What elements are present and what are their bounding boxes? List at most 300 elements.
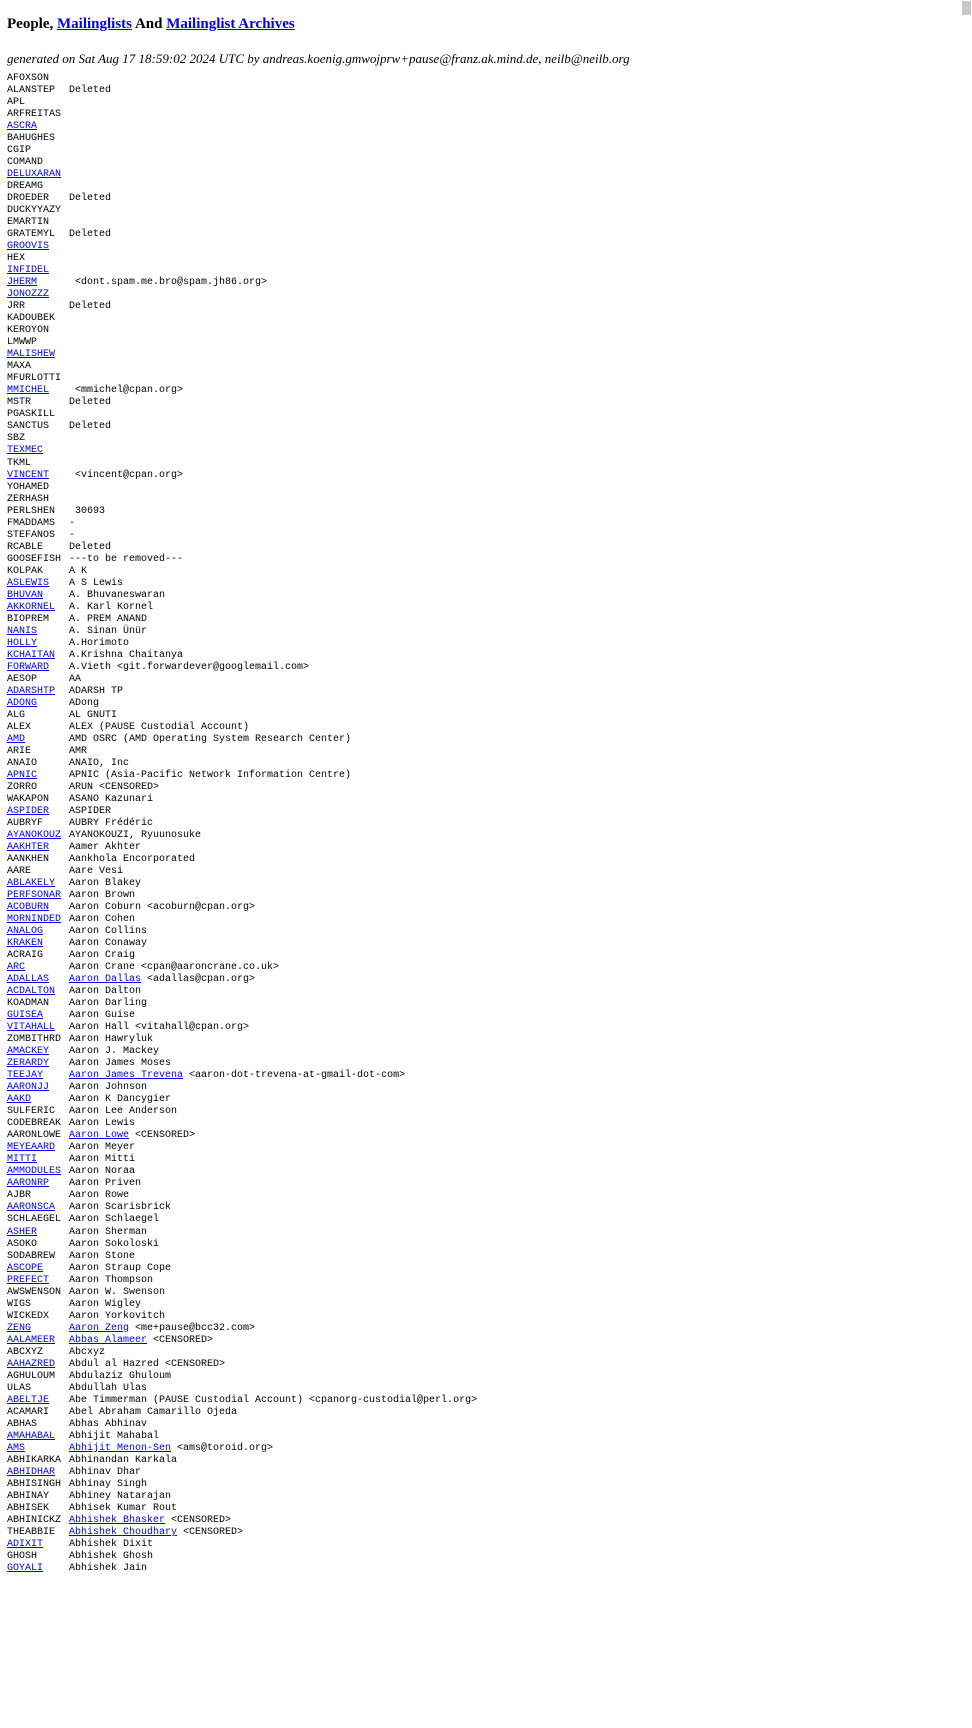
author-details: Aaron Priven (69, 1178, 142, 1190)
author-details: Abhishek Jain (69, 1562, 148, 1574)
author-details: Aaron Mitti (69, 1154, 136, 1166)
author-details: Aaron Lee Anderson (69, 1106, 178, 1118)
listing-row (7, 638, 477, 650)
author-details: Abhas Abhinav (69, 1418, 148, 1430)
author-id-link[interactable]: ABLAKELY (7, 878, 56, 890)
author-id: ABHIKARKA (7, 1454, 62, 1466)
author-details: Abdul al Hazred <CENSORED> (69, 1358, 226, 1370)
author-details: 30693 (69, 505, 106, 517)
listing-row (7, 794, 477, 806)
author-details: ADong (69, 697, 100, 709)
author-id: AESOP (7, 673, 38, 685)
author-details: Aaron Collins (69, 926, 148, 938)
author-id: KEROYON (7, 325, 50, 337)
listing-row (7, 1070, 477, 1082)
people-listing (7, 73, 477, 1575)
author-id: PGASKILL (7, 409, 56, 421)
author-id: KADOUBEK (7, 313, 56, 325)
author-details: Aaron Noraa (69, 1166, 136, 1178)
listing-row (7, 397, 477, 409)
author-details: <mmichel@cpan.org> (69, 385, 184, 397)
listing-row (7, 1046, 477, 1058)
page (7, 0, 947, 1574)
listing-row (7, 1034, 477, 1046)
listing-row (7, 1467, 477, 1479)
listing-row (7, 950, 477, 962)
author-id: ULAS (7, 1382, 32, 1394)
listing-row (7, 301, 477, 313)
author-details: <CENSORED> (165, 1514, 232, 1526)
author-details: A. Bhuvaneswaran (69, 589, 166, 601)
author-name-link[interactable]: Aaron Zeng (69, 1322, 130, 1334)
listing-row (7, 746, 477, 758)
author-details: Aaron Schlaegel (69, 1214, 160, 1226)
listing-row (7, 181, 477, 193)
author-id: MSTR (7, 397, 32, 409)
author-id-link[interactable]: ADARSHTP (7, 685, 56, 697)
listing-row (7, 1311, 477, 1323)
listing-row (7, 542, 477, 554)
author-id-link[interactable]: NANIS (7, 625, 38, 637)
author-details: Aaron Thompson (69, 1274, 154, 1286)
author-id: SCHLAEGEL (7, 1214, 62, 1226)
author-details: Abhisek Kumar Rout (69, 1502, 178, 1514)
author-details: A.Krishna Chaitanya (69, 649, 184, 661)
listing-row (7, 1419, 477, 1431)
author-id: GHOSH (7, 1550, 38, 1562)
author-id-link[interactable]: MITTI (7, 1154, 38, 1166)
listing-row (7, 902, 477, 914)
listing-row (7, 1347, 477, 1359)
author-id-link[interactable]: AARONRP (7, 1178, 50, 1190)
listing-row (7, 566, 477, 578)
author-id-link[interactable]: ADONG (7, 697, 38, 709)
author-details: ANAIO, Inc (69, 757, 130, 769)
listing-row (7, 241, 477, 253)
author-details: A S Lewis (69, 577, 124, 589)
author-details: Aaron Hawryluk (69, 1034, 154, 1046)
author-id: ABHAS (7, 1418, 38, 1430)
author-details: Abcxyz (69, 1346, 106, 1358)
author-id-link[interactable]: ACOBURN (7, 902, 50, 914)
author-id: WIGS (7, 1298, 32, 1310)
listing-row (7, 157, 477, 169)
scrollbar-thumb[interactable] (962, 1, 971, 15)
listing-row (7, 85, 477, 97)
author-id-link[interactable]: MEYEAARD (7, 1142, 56, 1154)
author-id-link[interactable]: JONOZZZ (7, 289, 50, 301)
author-id: ABHINAY (7, 1490, 50, 1502)
listing-row (7, 1323, 477, 1335)
author-details: Aaron Guise (69, 1010, 136, 1022)
author-id-link[interactable]: ZENG (7, 1322, 32, 1334)
author-id: GOOSEFISH (7, 553, 62, 565)
author-details: ASANO Kazunari (69, 793, 154, 805)
author-id: COMAND (7, 157, 44, 169)
heading-prefix: People, (7, 16, 57, 32)
author-id-link[interactable]: AAHAZRED (7, 1358, 56, 1370)
author-details: A.Vieth <git.forwardever@googlemail.com> (69, 661, 310, 673)
listing-row (7, 1563, 477, 1575)
listing-row (7, 854, 477, 866)
author-id: MFURLOTTI (7, 373, 62, 385)
mailinglists-link[interactable]: Mailinglists (57, 16, 133, 32)
scrollbar[interactable] (961, 0, 972, 1728)
listing-row (7, 313, 477, 325)
listing-row (7, 1491, 477, 1503)
author-id-link[interactable]: ZERARDY (7, 1058, 50, 1070)
listing-row (7, 1010, 477, 1022)
author-id: ASOKO (7, 1238, 38, 1250)
author-id: EMARTIN (7, 217, 50, 229)
author-id: THEABBIE (7, 1526, 56, 1538)
author-id-link[interactable]: AMD (7, 733, 26, 745)
listing-row (7, 1551, 477, 1563)
author-name-link[interactable]: Aaron Lowe (69, 1130, 130, 1142)
listing-row (7, 1106, 477, 1118)
author-details: Abhinav Dhar (69, 1466, 142, 1478)
listing-row (7, 121, 477, 133)
author-details: AMR (69, 745, 88, 757)
author-details: Aaron Crane <cpan@aaroncrane.co.uk> (69, 962, 280, 974)
listing-row (7, 1154, 477, 1166)
author-id: ALEX (7, 721, 32, 733)
author-id-link[interactable]: VINCENT (7, 469, 50, 481)
listing-row (7, 686, 477, 698)
author-id-link[interactable]: AMACKEY (7, 1046, 50, 1058)
listing-row (7, 1166, 477, 1178)
author-id-link[interactable]: GUISEA (7, 1010, 44, 1022)
author-details: Aaron Stone (69, 1250, 136, 1262)
author-id: HEX (7, 253, 26, 265)
author-details: Abdullah Ulas (69, 1382, 148, 1394)
author-details: <dont.spam.me.bro@spam.jh86.org> (69, 277, 268, 289)
listing-row (7, 1251, 477, 1263)
author-details: A. PREM ANAND (69, 613, 148, 625)
heading-and: And (132, 16, 167, 32)
listing-row (7, 1371, 477, 1383)
author-details: Aaron Brown (69, 890, 136, 902)
author-details: Deleted (69, 541, 112, 553)
author-details: <CENSORED> (129, 1130, 196, 1142)
listing-row (7, 578, 477, 590)
author-details: Aaron K Dancygier (69, 1094, 172, 1106)
author-id-link[interactable]: BHUVAN (7, 589, 44, 601)
author-name-link[interactable]: Abhishek Choudhary (69, 1526, 178, 1538)
author-details: Abe Timmerman (PAUSE Custodial Account) <cpanorg-custodial@perl.org> (69, 1394, 478, 1406)
author-details: ALEX (PAUSE Custodial Account) (69, 721, 250, 733)
author-id-link[interactable]: GROOVIS (7, 241, 50, 253)
listing-row (7, 890, 477, 902)
author-details: ADARSH TP (69, 685, 124, 697)
author-id-link[interactable]: ACDALTON (7, 986, 56, 998)
listing-row (7, 1190, 477, 1202)
author-id: KOADMAN (7, 998, 50, 1010)
author-id-link[interactable]: ARC (7, 962, 26, 974)
author-details: Aaron Wigley (69, 1298, 142, 1310)
author-details: Deleted (69, 301, 112, 313)
author-id: BAHUGHES (7, 133, 56, 145)
author-details: ARUN <CENSORED> (69, 781, 160, 793)
author-id: BIOPREM (7, 613, 50, 625)
author-id: YOHAMED (7, 481, 50, 493)
author-details: ---to be removed--- (69, 553, 184, 565)
author-id: ZORRO (7, 781, 38, 793)
listing-row (7, 518, 477, 530)
listing-row (7, 554, 477, 566)
author-details: Aaron Johnson (69, 1082, 148, 1094)
author-details: AMD OSRC (AMD Operating System Research Center) (69, 733, 352, 745)
author-name-link[interactable]: Aaron James Trevena (69, 1070, 184, 1082)
author-details: <CENSORED> (177, 1526, 244, 1538)
listing-row (7, 253, 477, 265)
listing-row (7, 1503, 477, 1515)
author-name-link[interactable]: Aaron Dallas (69, 974, 142, 986)
author-id-link[interactable]: TEXMEC (7, 445, 44, 457)
author-id: WICKEDX (7, 1310, 50, 1322)
author-id-link[interactable]: AMMODULES (7, 1166, 62, 1178)
listing-row (7, 674, 477, 686)
author-id-link[interactable]: ASHER (7, 1226, 38, 1238)
author-id: AJBR (7, 1190, 32, 1202)
author-id-link[interactable]: ASCOPE (7, 1262, 44, 1274)
author-id: AFOXSON (7, 73, 50, 84)
listing-row (7, 1082, 477, 1094)
author-id-link[interactable]: ABHIDHAR (7, 1466, 56, 1478)
listing-row (7, 470, 477, 482)
author-id-link[interactable]: AALAMEER (7, 1334, 56, 1346)
listing-row (7, 1142, 477, 1154)
author-id: WAKAPON (7, 793, 50, 805)
author-details: AL GNUTI (69, 709, 118, 721)
author-id: ABHISINGH (7, 1478, 62, 1490)
author-details: Deleted (69, 397, 112, 409)
listing-row (7, 806, 477, 818)
author-id: CODEBREAK (7, 1118, 62, 1130)
author-details: Aaron W. Swenson (69, 1286, 166, 1298)
author-details: Aare Vesi (69, 866, 124, 878)
listing-row (7, 1094, 477, 1106)
listing-row (7, 73, 477, 85)
author-id-link[interactable]: MALISHEW (7, 349, 56, 361)
listing-row (7, 337, 477, 349)
author-id-link[interactable]: ASCRA (7, 121, 38, 133)
listing-row (7, 1527, 477, 1539)
author-id-link[interactable]: ADIXIT (7, 1538, 44, 1550)
listing-row (7, 770, 477, 782)
listing-row (7, 722, 477, 734)
author-name-link[interactable]: Abhishek Bhasker (69, 1514, 166, 1526)
author-details: AUBRY Frédéric (69, 817, 154, 829)
author-id: LMWWP (7, 337, 38, 349)
author-details: Aaron Rowe (69, 1190, 130, 1202)
author-details: A. Karl Kornel (69, 601, 154, 613)
listing-row (7, 325, 477, 337)
listing-row (7, 229, 477, 241)
author-id: ANAIO (7, 757, 38, 769)
author-id-link[interactable]: ASPIDER (7, 805, 50, 817)
author-details: <aaron-dot-trevena-at-gmail-dot-com> (183, 1070, 406, 1082)
listing-row (7, 986, 477, 998)
author-id: APL (7, 97, 26, 109)
listing-row (7, 1178, 477, 1190)
author-details: AYANOKOUZI, Ryuunosuke (69, 829, 202, 841)
listing-row (7, 385, 477, 397)
author-id: GRATEMYL (7, 229, 56, 241)
author-id-link[interactable]: MORNINDED (7, 914, 62, 926)
author-id-link[interactable]: AMS (7, 1442, 26, 1454)
author-id-link[interactable]: APNIC (7, 769, 38, 781)
author-id: ZERHASH (7, 493, 50, 505)
listing-row (7, 1299, 477, 1311)
author-details: Deleted (69, 421, 112, 433)
author-details: Abhishek Ghosh (69, 1550, 154, 1562)
author-details: Abdulaziz Ghuloum (69, 1370, 172, 1382)
listing-row (7, 133, 477, 145)
listing-row (7, 818, 477, 830)
author-id: AANKHEN (7, 854, 50, 866)
author-id-link[interactable]: AKKORNEL (7, 601, 56, 613)
listing-row (7, 445, 477, 457)
listing-row (7, 602, 477, 614)
listing-row (7, 842, 477, 854)
author-id-link[interactable]: GOYALI (7, 1562, 44, 1574)
author-details: Deleted (69, 229, 112, 241)
listing-row (7, 265, 477, 277)
listing-row (7, 1118, 477, 1130)
author-id-link[interactable]: JHERM (7, 277, 38, 289)
author-id-link[interactable]: PERFSONAR (7, 890, 62, 902)
author-id: ACAMARI (7, 1406, 50, 1418)
listing-row (7, 926, 477, 938)
listing-row (7, 1539, 477, 1551)
author-id-link[interactable]: ANALOG (7, 926, 44, 938)
listing-row (7, 109, 477, 121)
author-details: Aaron Sokoloski (69, 1238, 160, 1250)
author-id-link[interactable]: DELUXARAN (7, 169, 62, 181)
author-id: CGIP (7, 145, 32, 157)
author-id-link[interactable]: AYANOKOUZ (7, 829, 62, 841)
author-details: A.Horimoto (69, 637, 130, 649)
listing-row (7, 1022, 477, 1034)
listing-row (7, 277, 477, 289)
listing-row (7, 1202, 477, 1214)
author-id: ACRAIG (7, 950, 44, 962)
listing-row (7, 878, 477, 890)
generated-info: generated on Sat Aug 17 18:59:02 2024 UTC by andreas.koenig.gmwojprw+pause@franz.ak.mind.de, neilb@neilb.org (7, 51, 630, 66)
author-id: STEFANOS (7, 529, 56, 541)
author-details: Aaron Scarisbrick (69, 1202, 172, 1214)
author-id: AARE (7, 866, 32, 878)
author-details: APNIC (Asia-Pacific Network Information Centre) (69, 769, 352, 781)
listing-row (7, 998, 477, 1010)
author-id-link[interactable]: AARONSCA (7, 1202, 56, 1214)
author-id: PERLSHEN (7, 505, 56, 517)
listing-row (7, 734, 477, 746)
author-details: Aaron Blakey (69, 878, 142, 890)
author-details: Aaron Darling (69, 998, 148, 1010)
author-id-link[interactable]: HOLLY (7, 637, 38, 649)
listing-row (7, 1443, 477, 1455)
author-details: <ams@toroid.org> (171, 1442, 274, 1454)
author-details: <vincent@cpan.org> (69, 469, 184, 481)
author-details: - (69, 517, 76, 529)
author-details: Aamer Akhter (69, 842, 142, 853)
author-name-link[interactable]: Abbas Alameer (69, 1334, 148, 1346)
listing-row (7, 1515, 477, 1527)
author-details: Abhishek Dixit (69, 1538, 154, 1550)
listing-row (7, 614, 477, 626)
author-details: Abhinandan Karkala (69, 1454, 178, 1466)
author-id-link[interactable]: AAKD (7, 1094, 32, 1106)
listing-row (7, 217, 477, 229)
author-id: ARIE (7, 745, 32, 757)
listing-row (7, 662, 477, 674)
author-id-link[interactable]: ADALLAS (7, 974, 50, 986)
listing-row (7, 1395, 477, 1407)
author-id: AUBRYF (7, 817, 44, 829)
listing-row (7, 421, 477, 433)
author-id: KOLPAK (7, 565, 44, 577)
listing-row (7, 193, 477, 205)
author-id: ABHISEK (7, 1502, 50, 1514)
author-id-link[interactable]: KCHAITAN (7, 649, 56, 661)
author-id: SODABREW (7, 1250, 56, 1262)
author-details: Deleted (69, 85, 112, 97)
listing-row (7, 590, 477, 602)
listing-row (7, 914, 477, 926)
listing-row (7, 974, 477, 986)
author-id-link[interactable]: AAKHTER (7, 842, 50, 853)
author-id-link[interactable]: PREFECT (7, 1274, 50, 1286)
listing-row (7, 1335, 477, 1347)
listing-row (7, 938, 477, 950)
author-id-link[interactable]: MMICHEL (7, 385, 50, 397)
listing-row (7, 758, 477, 770)
page-heading (7, 15, 947, 33)
author-id: ZOMBITHRD (7, 1034, 62, 1046)
author-id: RCABLE (7, 541, 44, 553)
author-details: Aaron Dalton (69, 986, 142, 998)
author-id-link[interactable]: AARONJJ (7, 1082, 50, 1094)
author-details: Aaron Straup Cope (69, 1262, 172, 1274)
author-id-link[interactable]: ASLEWIS (7, 577, 50, 589)
mailinglist-archives-link[interactable]: Mailinglist Archives (166, 16, 295, 32)
listing-row (7, 1239, 477, 1251)
listing-row (7, 650, 477, 662)
author-id: ALANSTEP (7, 85, 56, 97)
author-id-link[interactable]: ABELTJE (7, 1394, 50, 1406)
author-id: AWSWENSON (7, 1286, 62, 1298)
listing-row (7, 494, 477, 506)
listing-row (7, 830, 477, 842)
author-id: ARFREITAS (7, 109, 62, 121)
author-id-link[interactable]: INFIDEL (7, 265, 50, 277)
author-id: ABCXYZ (7, 1346, 44, 1358)
listing-row (7, 782, 477, 794)
listing-row (7, 169, 477, 181)
author-id-link[interactable]: KRAKEN (7, 938, 44, 950)
author-details: Aaron Sherman (69, 1226, 148, 1238)
author-id-link[interactable]: AMAHABAL (7, 1430, 56, 1442)
author-id: AGHULOUM (7, 1370, 56, 1382)
author-id-link[interactable]: VITAHALL (7, 1022, 56, 1034)
listing-row (7, 409, 477, 421)
author-id-link[interactable]: TEEJAY (7, 1070, 44, 1082)
author-name-link[interactable]: Abhijit Menon-Sen (69, 1442, 172, 1454)
listing-row (7, 866, 477, 878)
author-id-link[interactable]: FORWARD (7, 661, 50, 673)
